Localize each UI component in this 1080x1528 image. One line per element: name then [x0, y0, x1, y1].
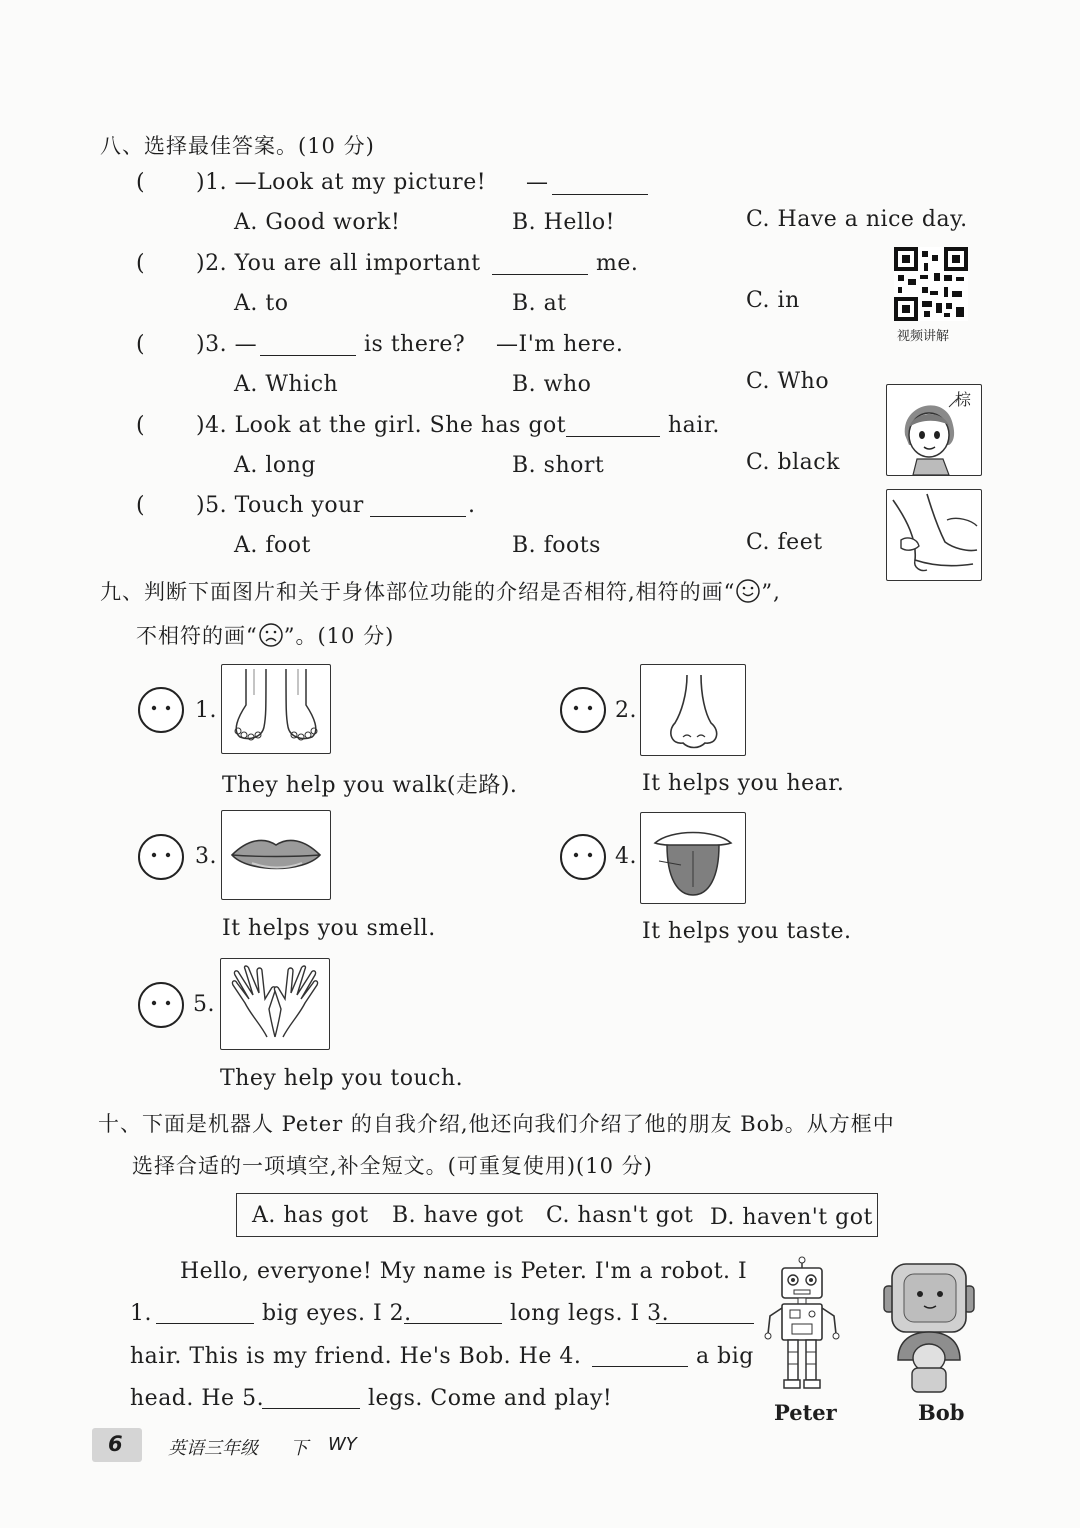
- q4-option-c: C. black: [746, 450, 840, 475]
- section9-title-line1-b: ”,: [761, 580, 781, 604]
- passage-blank-4[interactable]: [592, 1348, 688, 1367]
- tongue-icon: [641, 813, 745, 903]
- q2-option-c: C. in: [746, 288, 800, 313]
- robot-bob-icon: [882, 1260, 976, 1396]
- q4-option-b: B. short: [512, 453, 605, 478]
- q5-option-b: B. foots: [512, 533, 601, 558]
- lips-image: [221, 810, 331, 900]
- answer-face-icon[interactable]: [137, 833, 185, 881]
- q5-option-a: A. foot: [234, 533, 311, 558]
- passage-line1: Hello, everyone! My name is Peter. I'm a robot. I: [180, 1259, 748, 1284]
- q3-option-a: A. Which: [234, 372, 339, 397]
- q3-blank[interactable]: [260, 337, 356, 356]
- q2-option-b: B. at: [512, 291, 567, 316]
- q5-stem: )5. Touch your: [196, 493, 364, 518]
- section8-title: 八、选择最佳答案。(10 分): [100, 134, 375, 158]
- q3-option-c: C. Who: [746, 369, 830, 394]
- q1-blank[interactable]: [552, 176, 648, 195]
- q1-option-b: B. Hello!: [512, 210, 616, 235]
- q1-stem: )1. —Look at my picture!: [196, 170, 487, 195]
- item-number: 4.: [615, 844, 637, 869]
- q2-stem: )2. You are all important: [196, 251, 481, 276]
- touch-feet-image: [886, 489, 982, 581]
- footer-edition: WY: [328, 1434, 357, 1455]
- tongue-image: [640, 812, 746, 904]
- q3-tail: is there?: [364, 332, 466, 357]
- section9-title-line1: [100, 576, 781, 606]
- q1-dash: —: [526, 170, 549, 195]
- word-option-d: D. haven't got: [710, 1205, 873, 1230]
- answer-face-icon[interactable]: [137, 981, 185, 1029]
- q3-stem: )3. —: [196, 332, 258, 357]
- smile-face-icon: [735, 578, 761, 604]
- q3-reply: —I'm here.: [496, 332, 624, 357]
- girl-image-label: 棕: [955, 390, 972, 409]
- passage-l3-end: a big: [696, 1344, 754, 1369]
- passage-l4-end: legs. Come and play!: [368, 1386, 613, 1411]
- hands-image: [220, 958, 330, 1050]
- q5-paren: (: [136, 493, 146, 518]
- lips-icon: [222, 811, 330, 899]
- passage-l2-num: 1.: [130, 1301, 152, 1326]
- qr-caption: 视频讲解: [897, 329, 950, 344]
- footer-book-title: 英语三年级: [168, 1438, 258, 1459]
- passage-blank-1[interactable]: [156, 1305, 254, 1324]
- page-number: 6: [108, 1432, 123, 1456]
- q3-option-b: B. who: [512, 372, 592, 397]
- item-caption: They help you walk(走路).: [222, 773, 518, 798]
- passage-l2-end: long legs. I 3.: [510, 1301, 670, 1326]
- passage-l2-mid: big eyes. I 2.: [262, 1301, 412, 1326]
- q4-tail: hair.: [668, 413, 720, 438]
- q2-option-a: A. to: [234, 291, 289, 316]
- q4-option-a: A. long: [234, 453, 316, 478]
- passage-blank-3[interactable]: [656, 1305, 754, 1324]
- section9-title-line2-b: ”。(10 分): [283, 624, 395, 648]
- q5-option-c: C. feet: [746, 530, 823, 555]
- q3-paren: (: [136, 332, 146, 357]
- section10-title-line1: 十、下面是机器人 Peter 的自我介绍,他还向我们介绍了他的朋友 Bob。从方框中: [98, 1112, 895, 1136]
- robot-bob-label: Bob: [918, 1400, 965, 1425]
- answer-face-icon[interactable]: [137, 686, 185, 734]
- hands-icon: [221, 959, 329, 1049]
- item-caption: It helps you hear.: [642, 771, 845, 796]
- nose-image: [640, 664, 746, 756]
- feet-icon: [222, 665, 330, 753]
- item-number: 2.: [615, 698, 637, 723]
- robot-peter-icon: [760, 1256, 844, 1398]
- item-number: 1.: [195, 698, 217, 723]
- q1-option-a: A. Good work!: [234, 210, 401, 235]
- section9-title-line1-a: 九、判断下面图片和关于身体部位功能的介绍是否相符,相符的画“: [100, 580, 736, 604]
- passage-blank-5[interactable]: [262, 1390, 360, 1409]
- q2-tail: me.: [596, 251, 639, 276]
- qr-code-icon[interactable]: [894, 247, 968, 321]
- nose-icon: [641, 665, 745, 755]
- item-number: 3.: [195, 844, 217, 869]
- word-option-a: A. has got: [252, 1203, 369, 1228]
- q4-blank[interactable]: [566, 418, 660, 437]
- section10-title-line2: 选择合适的一项填空,补全短文。(可重复使用)(10 分): [132, 1154, 653, 1178]
- passage-l3-start: hair. This is my friend. He's Bob. He 4.: [130, 1344, 582, 1369]
- q4-paren: (: [136, 413, 146, 438]
- girl-brown-hair-image: [886, 384, 982, 476]
- section9-title-line2: [136, 620, 394, 650]
- passage-l4-start: head. He 5.: [130, 1386, 265, 1411]
- answer-face-icon[interactable]: [559, 833, 607, 881]
- q5-tail: .: [468, 493, 476, 518]
- robot-peter-label: Peter: [774, 1400, 837, 1425]
- item-caption: It helps you smell.: [222, 916, 436, 941]
- passage-blank-2[interactable]: [404, 1305, 502, 1324]
- q4-stem: )4. Look at the girl. She has got: [196, 413, 567, 438]
- q2-paren: (: [136, 251, 146, 276]
- sad-face-icon: [258, 622, 284, 648]
- q5-blank[interactable]: [370, 498, 466, 517]
- q2-blank[interactable]: [492, 256, 588, 275]
- hand-foot-icon: [887, 490, 981, 580]
- feet-image: [221, 664, 331, 754]
- answer-face-icon[interactable]: [559, 686, 607, 734]
- q1-option-c: C. Have a nice day.: [746, 207, 968, 232]
- word-option-c: C. hasn't got: [546, 1203, 694, 1228]
- footer-term: 下: [290, 1438, 308, 1459]
- section9-title-line2-a: 不相符的画“: [136, 624, 258, 648]
- q1-paren: (: [136, 170, 146, 195]
- item-number: 5.: [193, 992, 215, 1017]
- item-caption: It helps you taste.: [642, 919, 852, 944]
- item-caption: They help you touch.: [220, 1066, 464, 1091]
- word-option-b: B. have got: [392, 1203, 524, 1228]
